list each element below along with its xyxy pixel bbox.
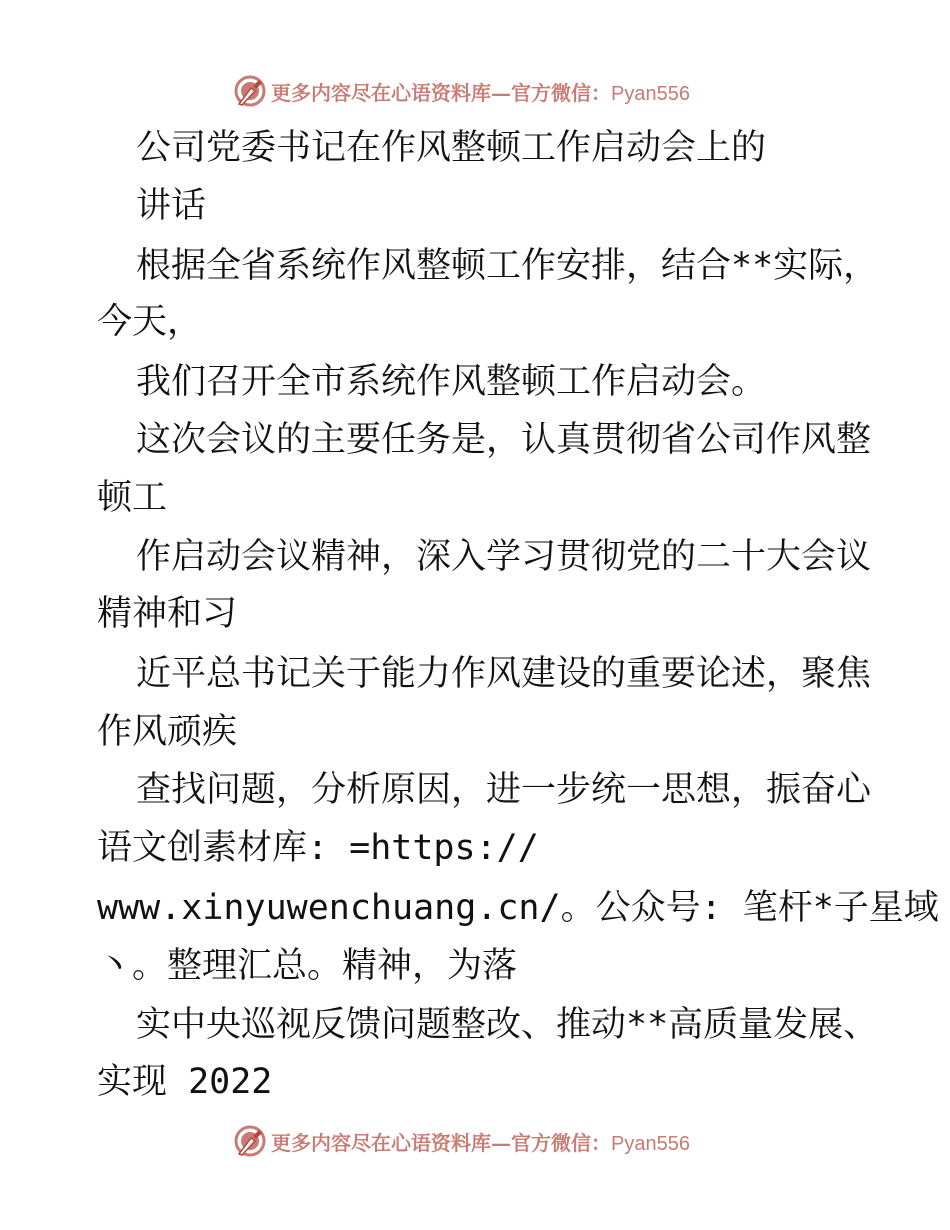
paragraph-line: 我们召开全市系统作风整顿工作启动会。 — [136, 362, 767, 402]
paragraph-line: 今天， — [97, 302, 203, 342]
pen-logo-icon — [233, 1124, 267, 1158]
paragraph-line: 实中央巡视反馈问题整改、推动**高质量发展、 — [136, 1005, 879, 1045]
paragraph-line: www.xinyuwenchuang.cn/。公众号: 笔杆*子星域 — [97, 888, 939, 928]
watermark-footer — [233, 1122, 690, 1160]
watermark-text: 更多内容尽在心语资料库—官方微信： — [271, 1130, 611, 1155]
document-title-line-2: 讲话 — [136, 186, 207, 226]
paragraph-line: 丶。整理汇总。精神，为落 — [97, 946, 518, 986]
paragraph-line: 根据全省系统作风整顿工作安排，结合**实际， — [136, 246, 879, 286]
paragraph-line: 这次会议的主要任务是，认真贯彻省公司作风整 — [136, 420, 872, 460]
paragraph-line: 实现 2022 — [97, 1062, 273, 1102]
watermark-wechat-id: Pyan556 — [611, 1132, 690, 1155]
paragraph-line: 作启动会议精神，深入学习贯彻党的二十大会议 — [136, 537, 872, 577]
watermark-wechat-id: Pyan556 — [611, 82, 690, 105]
document-title-line-1: 公司党委书记在作风整顿工作启动会上的 — [136, 128, 767, 168]
paragraph-line: 近平总书记关于能力作风建设的重要论述，聚焦 — [136, 654, 872, 694]
paragraph-line: 作风顽疾 — [97, 712, 238, 752]
paragraph-line: 查找问题，分析原因，进一步统一思想，振奋心 — [136, 770, 872, 810]
paragraph-line: 精神和习 — [97, 594, 238, 634]
paragraph-line: 顿工 — [97, 478, 168, 518]
paragraph-line: 语文创素材库: =https:// — [97, 828, 539, 868]
watermark-text: 更多内容尽在心语资料库—官方微信： — [271, 80, 611, 105]
